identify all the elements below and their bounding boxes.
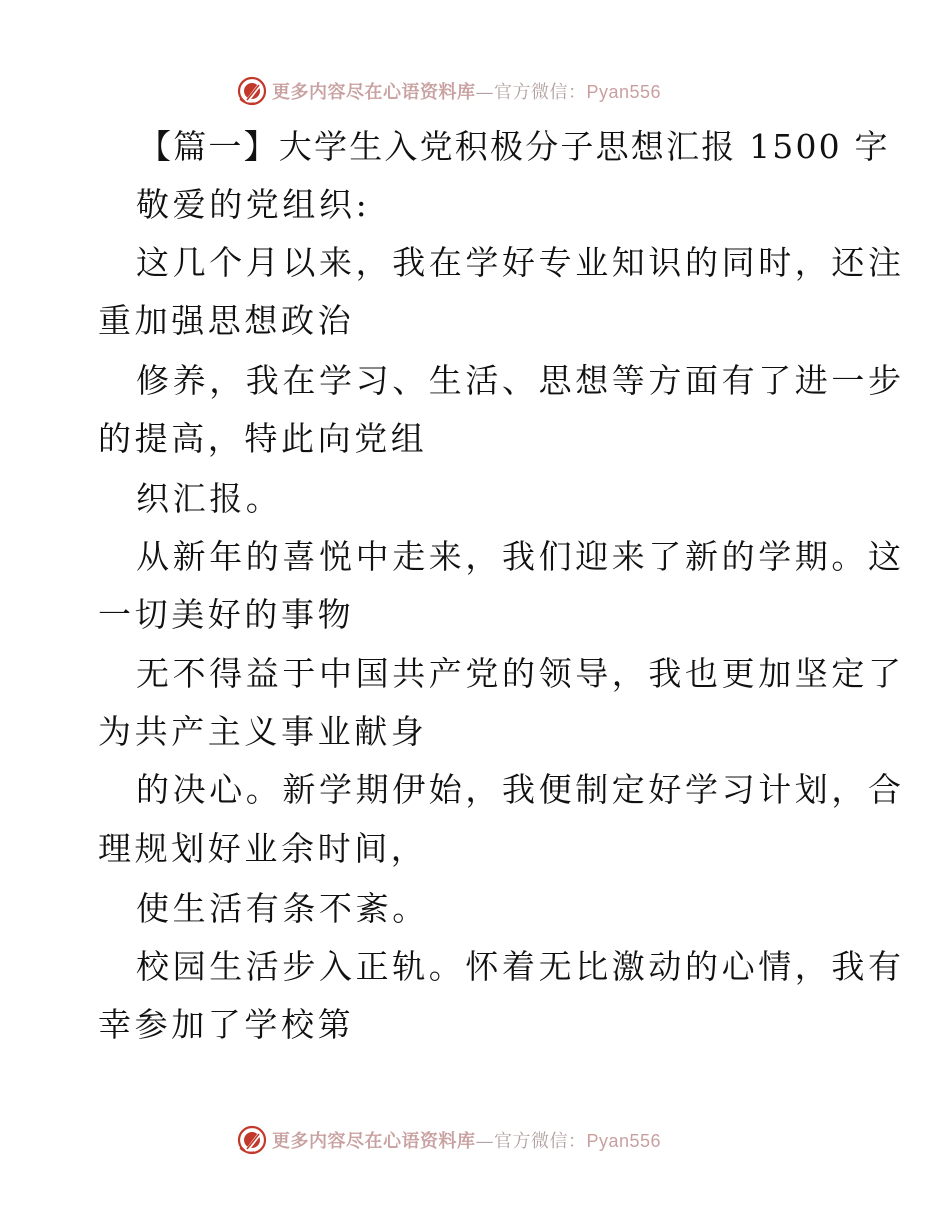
body-line: 修养，我在学习、生活、思想等方面有了进一步	[136, 361, 905, 400]
body-line: 的决心。新学期伊始，我便制定好学习计划，合	[136, 770, 905, 809]
body-line: 从新年的喜悦中走来，我们迎来了新的学期。这	[136, 537, 905, 576]
body-line: 的提高，特此向党组	[98, 419, 428, 458]
body-line: 幸参加了学校第	[98, 1005, 355, 1044]
watermark-wechat-label: 官方微信：	[494, 1131, 587, 1152]
header-watermark	[236, 75, 661, 107]
body-line: 这几个月以来，我在学好专业知识的同时，还注	[136, 243, 905, 282]
body-line: 校园生活步入正轨。怀着无比激动的心情，我有	[136, 947, 905, 986]
body-line: 使生活有条不紊。	[136, 889, 429, 928]
watermark-wechat-id: Pyan556	[586, 1131, 662, 1151]
watermark-site-name: 更多内容尽在心语资料库	[272, 1131, 476, 1152]
body-line: 理规划好业余时间，	[98, 829, 428, 868]
watermark-text	[272, 78, 661, 104]
pen-logo-icon	[236, 1124, 268, 1156]
watermark-dash: —	[475, 1131, 494, 1152]
watermark-wechat-label: 官方微信：	[494, 82, 587, 103]
body-line: 为共产主义事业献身	[98, 712, 428, 751]
body-line: 织汇报。	[136, 479, 283, 518]
body-line: 敬爱的党组织:	[136, 185, 371, 224]
watermark-text	[272, 1127, 661, 1153]
body-line: 无不得益于中国共产党的领导，我也更加坚定了	[136, 654, 905, 693]
body-line: 一切美好的事物	[98, 595, 355, 634]
document-title: 【篇一】大学生入党积极分子思想汇报 1500 字	[138, 127, 890, 166]
body-line: 重加强思想政治	[98, 301, 355, 340]
watermark-site-name: 更多内容尽在心语资料库	[272, 82, 476, 103]
pen-logo-icon	[236, 75, 268, 107]
watermark-wechat-id: Pyan556	[586, 82, 662, 102]
footer-watermark	[236, 1124, 661, 1156]
watermark-dash: —	[475, 82, 494, 103]
